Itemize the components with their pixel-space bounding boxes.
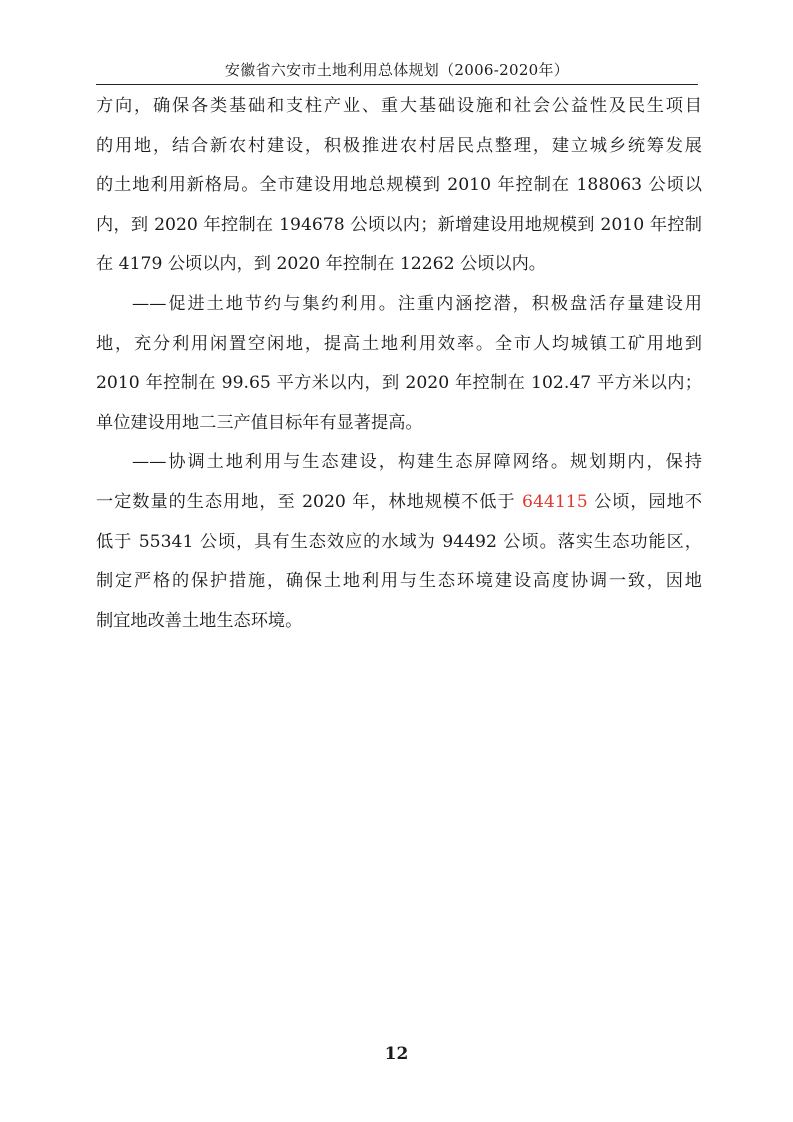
text-segment: 一定数量的生态用地，至 2020 年，林地规模不低于 (96, 491, 523, 512)
text-line: 方向，确保各类基础和支柱产业、重大基础设施和社会公益性及民生项目 (96, 96, 702, 116)
running-header (96, 60, 698, 85)
text-line: 低于 55341 公顷，具有生态效应的水域为 94492 公顷。落实生态功能区， (96, 531, 702, 552)
paragraph-1 (96, 87, 702, 285)
text-line: 在 4179 公顷以内，到 2020 年控制在 12262 公顷以内。 (96, 254, 546, 275)
text-line: 地，充分利用闲置空闲地，提高土地利用效率。全市人均城镇工矿用地到 (96, 333, 702, 354)
text-line: 内，到 2020 年控制在 194678 公顷以内；新增建设用地规模到 2010 年控制 (96, 214, 702, 235)
page-number: 12 (384, 1044, 409, 1064)
text-line: ——促进土地节约与集约利用。注重内涵挖潜，积极盘活存量建设用 (132, 293, 702, 314)
paragraph-3 (96, 443, 702, 641)
text-line: 制定严格的保护措施，确保土地利用与生态环境建设高度协调一致，因地 (96, 571, 702, 592)
main-text (96, 87, 702, 641)
header-title: 安徽省六安市土地利用总体规划（2006-2020年） (224, 61, 570, 79)
text-line: ——协调土地利用与生态建设，构建生态屏障网络。规划期内，保持 (132, 452, 702, 473)
text-line: 的用地，结合新农村建设，积极推进农村居民点整理，建立城乡统筹发展 (96, 135, 702, 156)
text-line: 2010 年控制在 99.65 平方米以内，到 2020 年控制在 102.47 平方米以内； (96, 373, 702, 394)
paragraph-2 (96, 285, 702, 443)
highlighted-value: 644115 (522, 491, 588, 512)
text-line-with-highlight (96, 483, 702, 523)
text-line: 单位建设用地二三产值目标年有显著提高。 (96, 412, 423, 433)
text-segment: 公顷，园地不 (587, 491, 703, 512)
text-line: 制宜地改善土地生态环境。 (96, 610, 303, 631)
text-line: 的土地利用新格局。全市建设用地总规模到 2010 年控制在 188063 公顷以 (96, 175, 702, 196)
